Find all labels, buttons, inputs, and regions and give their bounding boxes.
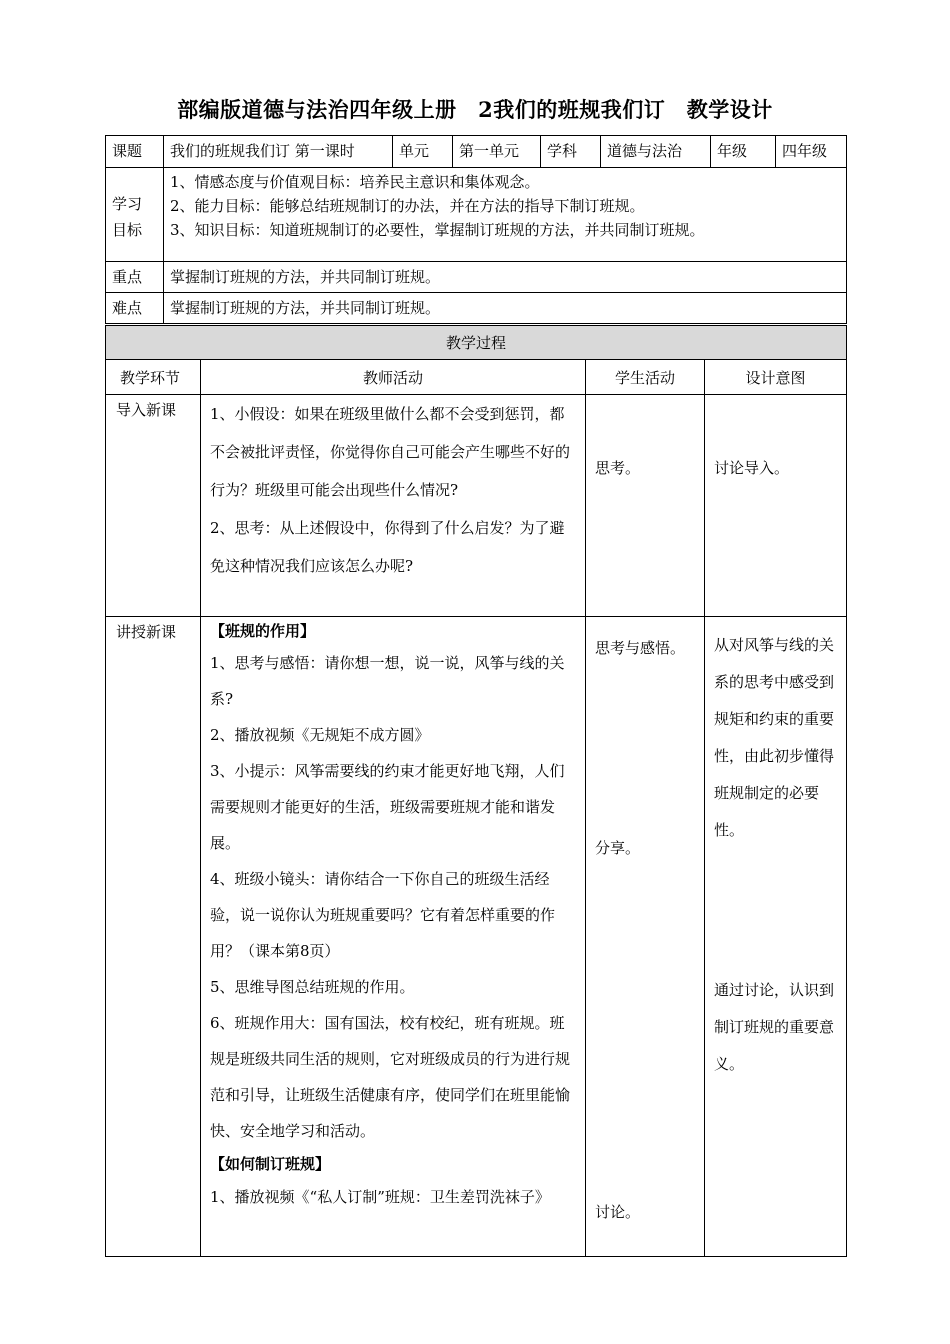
goals-label-line: 目标 [112,220,143,239]
unit-label: 单元 [393,136,453,168]
student-activity-intro [586,395,705,617]
teacher-item: 3、小提示：风筝需要线的约束才能更好地飞翔，人们需要规则才能更好的生活，班级需要班规才能和谐发展。 [210,762,565,852]
topic-value: 我们的班规我们订 第一课时 [164,136,393,168]
difficult-value: 掌握制订班规的方法，并共同制订班规。 [164,293,847,324]
teacher-item: 5、思维导图总结班规的作用。 [210,978,415,996]
info-table [105,135,847,324]
section-heading: 【班规的作用】 [210,622,316,640]
student-item: 讨论。 [595,1203,641,1221]
header-stage: 教学环节 [106,360,201,395]
goal-item: 1、情感态度与价值观目标：培养民主意识和集体观念。 [170,173,540,191]
stage-new: 讲授新课 [106,617,201,1257]
teacher-item: 4、班级小镜头：请你结合一下你自己的班级生活经验，说一说你认为班规重要吗？它有着怎样重要的作用？（课本第8页） [210,870,556,960]
unit-value: 第一单元 [453,136,541,168]
goals-label [106,168,164,262]
student-activity-new [586,617,705,1257]
grade-value: 四年级 [776,136,847,168]
goal-item: 3、知识目标：知道班规制订的必要性，掌握制订班规的方法，并共同制订班规。 [170,221,705,239]
subject-value: 道德与法治 [601,136,711,168]
topic-label: 课题 [106,136,164,168]
subject-label: 学科 [541,136,601,168]
key-value: 掌握制订班规的方法，并共同制订班规。 [164,262,847,293]
grade-label: 年级 [711,136,776,168]
goals-label-line: 学习 [112,194,143,213]
teacher-item: 2、思考：从上述假设中，你得到了什么启发？为了避免这种情况我们应该怎么办呢? [210,519,565,575]
goal-item: 2、能力目标：能够总结班规制订的办法，并在方法的指导下制订班规。 [170,197,645,215]
process-band: 教学过程 [106,326,847,360]
design-item: 通过讨论，认识到制订班规的重要意义。 [714,981,835,1073]
student-item: 思考。 [595,459,641,477]
teacher-activity-intro [201,395,586,617]
difficult-label: 难点 [106,293,164,324]
header-teacher: 教师活动 [201,360,586,395]
section-heading: 【如何制订班规】 [210,1155,331,1173]
design-intent-intro [705,395,847,617]
process-table [105,325,847,1257]
design-intent-new [705,617,847,1257]
stage-intro: 导入新课 [106,395,201,617]
design-item: 从对风筝与线的关系的思考中感受到规矩和约束的重要性，由此初步懂得班规制定的必要性。 [714,636,835,839]
teacher-item: 6、班规作用大：国有国法，校有校纪，班有班规。班规是班级共同生活的规则，它对班级成员的行为进行规范和引导，让班级生活健康有序，使同学们在班里能愉快、安全地学习和活动。 [210,1014,571,1140]
header-design: 设计意图 [705,360,847,395]
teacher-item: 1、思考与感悟：请你想一想，说一说，风筝与线的关系? [210,654,565,708]
teacher-item: 2、播放视频《无规矩不成方圆》 [210,726,430,744]
design-item: 讨论导入。 [714,459,790,477]
teacher-item: 1、小假设：如果在班级里做什么都不会受到惩罚，都不会被批评责怪，你觉得你自己可能会产生哪些不好的行为？班级里可能会出现些什么情况? [210,405,571,499]
student-item: 思考与感悟。 [595,639,686,657]
header-student: 学生活动 [586,360,705,395]
document-title: 部编版道德与法治四年级上册 2我们的班规我们订 教学设计 [177,97,773,122]
teacher-activity-new [201,617,586,1257]
teacher-item: 1、播放视频《“私人订制”班规：卫生差罚洗袜子》 [210,1188,550,1206]
goals-cell [164,168,847,262]
key-label: 重点 [106,262,164,293]
student-item: 分享。 [595,839,641,857]
